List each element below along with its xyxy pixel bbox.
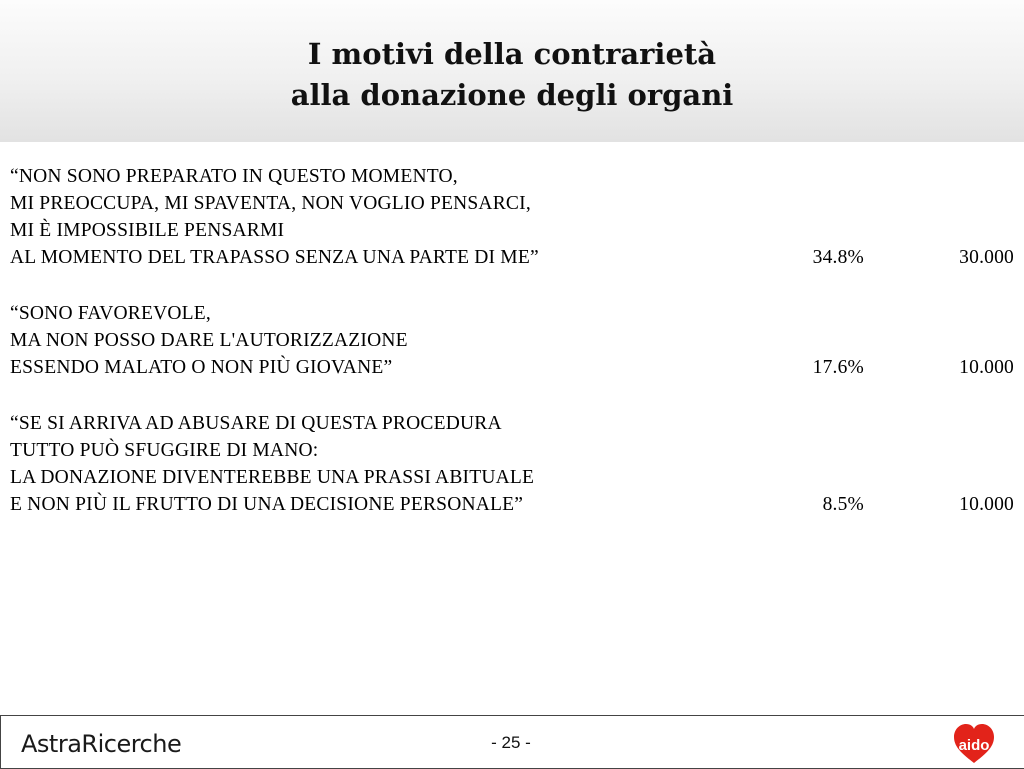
slide-title-line-2: alla donazione degli organi bbox=[290, 78, 734, 112]
reason-item-1-line-3: MI È IMPOSSIBILE PENSARMI bbox=[10, 220, 285, 241]
reason-item-2-count: 10.000 bbox=[959, 357, 1014, 378]
reason-item-1-line-4: AL MOMENTO DEL TRAPASSO SENZA UNA PARTE DI ME” bbox=[10, 247, 539, 268]
aido-logo-text: aido bbox=[958, 737, 990, 754]
reason-item-3-line-2: TUTTO PUÒ SFUGGIRE DI MANO: bbox=[10, 440, 319, 461]
title-band bbox=[0, 0, 1024, 142]
reason-item-3 bbox=[10, 410, 1014, 518]
reason-item-2-line-3: ESSENDO MALATO O NON PIÙ GIOVANE” bbox=[10, 357, 393, 378]
aido-logo bbox=[952, 723, 996, 765]
reason-item-3-percent: 8.5% bbox=[822, 494, 864, 515]
slide-title-line-1: I motivi della contrarietà bbox=[307, 37, 717, 71]
reason-item-1 bbox=[10, 163, 1014, 271]
reason-item-3-line-1: “SE SI ARRIVA AD ABUSARE DI QUESTA PROCEDURA bbox=[10, 413, 502, 434]
astraricerche-logo: AstraRicerche bbox=[21, 730, 182, 758]
footer-bar bbox=[0, 715, 1024, 769]
reason-item-1-count: 30.000 bbox=[959, 247, 1014, 268]
reason-item-3-line-4: E NON PIÙ IL FRUTTO DI UNA DECISIONE PERSONALE” bbox=[10, 494, 524, 515]
reason-item-2-line-2: MA NON POSSO DARE L'AUTORIZZAZIONE bbox=[10, 330, 408, 351]
page-number: - 25 - bbox=[491, 733, 531, 752]
reason-item-2-line-1: “SONO FAVOREVOLE, bbox=[10, 303, 211, 324]
reason-item-3-count: 10.000 bbox=[959, 494, 1014, 515]
slide-title bbox=[0, 34, 1024, 116]
reason-item-1-percent: 34.8% bbox=[812, 247, 864, 268]
reason-item-3-line-3: LA DONAZIONE DIVENTEREBBE UNA PRASSI ABITUALE bbox=[10, 467, 535, 488]
reason-item-1-line-1: “NON SONO PREPARATO IN QUESTO MOMENTO, bbox=[10, 166, 458, 187]
reason-item-1-line-2: MI PREOCCUPA, MI SPAVENTA, NON VOGLIO PENSARCI, bbox=[10, 193, 531, 214]
reason-item-2 bbox=[10, 300, 1014, 381]
reason-item-2-percent: 17.6% bbox=[812, 357, 864, 378]
